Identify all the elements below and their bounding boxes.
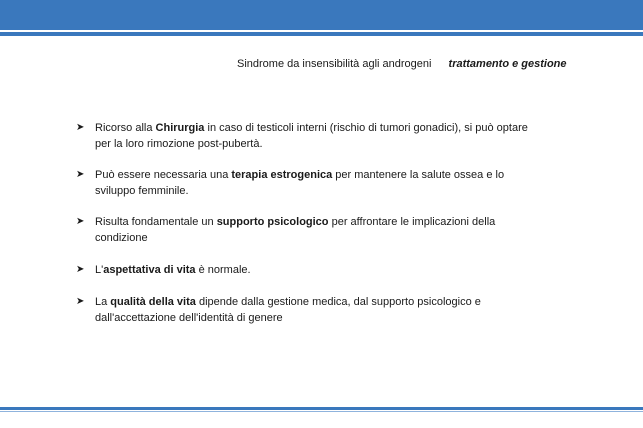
bullet-text: L'aspettativa di vita è normale.: [95, 264, 251, 276]
bullet-item-surgery: [76, 120, 546, 152]
bullet-list: [76, 120, 546, 326]
arrow-bullet-icon: ➤: [76, 216, 85, 227]
arrow-bullet-icon: ➤: [76, 264, 85, 275]
bullet-keyword: aspettativa di vita: [103, 264, 196, 276]
bullet-keyword: supporto psicologico: [216, 216, 329, 228]
bullet-item-quality-of-life: [76, 294, 546, 326]
bullet-keyword: terapia estrogenica: [231, 169, 333, 181]
arrow-bullet-icon: ➤: [76, 169, 85, 180]
top-divider: [0, 32, 643, 36]
bottom-divider: [0, 407, 643, 410]
bullet-keyword: qualità della vita: [110, 296, 196, 308]
slide-subtitle: trattamento e gestione: [448, 58, 567, 70]
bullet-text: Ricorso alla Chirurgia in caso di testicoli interni (rischio di tumori gonadici), si può optare per la loro rimozione post-pubertà.: [95, 122, 528, 150]
bullet-text: La qualità della vita dipende dalla gestione medica, dal supporto psicologico e dall'accettazione dell'identità di genere: [95, 296, 481, 324]
arrow-bullet-icon: ➤: [76, 122, 85, 133]
bullet-item-estrogen-therapy: [76, 167, 546, 199]
bullet-item-life-expectancy: [76, 262, 546, 278]
slide-header: [237, 57, 567, 71]
bottom-divider-thin: [0, 411, 643, 412]
bullet-item-psychological-support: [76, 214, 546, 246]
bullet-keyword: Chirurgia: [155, 122, 205, 134]
slide-title: Sindrome da insensibilità agli androgeni: [237, 58, 432, 70]
bullet-text: Può essere necessaria una terapia estrogenica per mantenere la salute ossea e lo sviluppo femminile.: [95, 169, 505, 197]
top-banner: [0, 0, 643, 30]
bullet-text: Risulta fondamentale un supporto psicologico per affrontare le implicazioni della condizione: [95, 216, 496, 244]
arrow-bullet-icon: ➤: [76, 296, 85, 307]
